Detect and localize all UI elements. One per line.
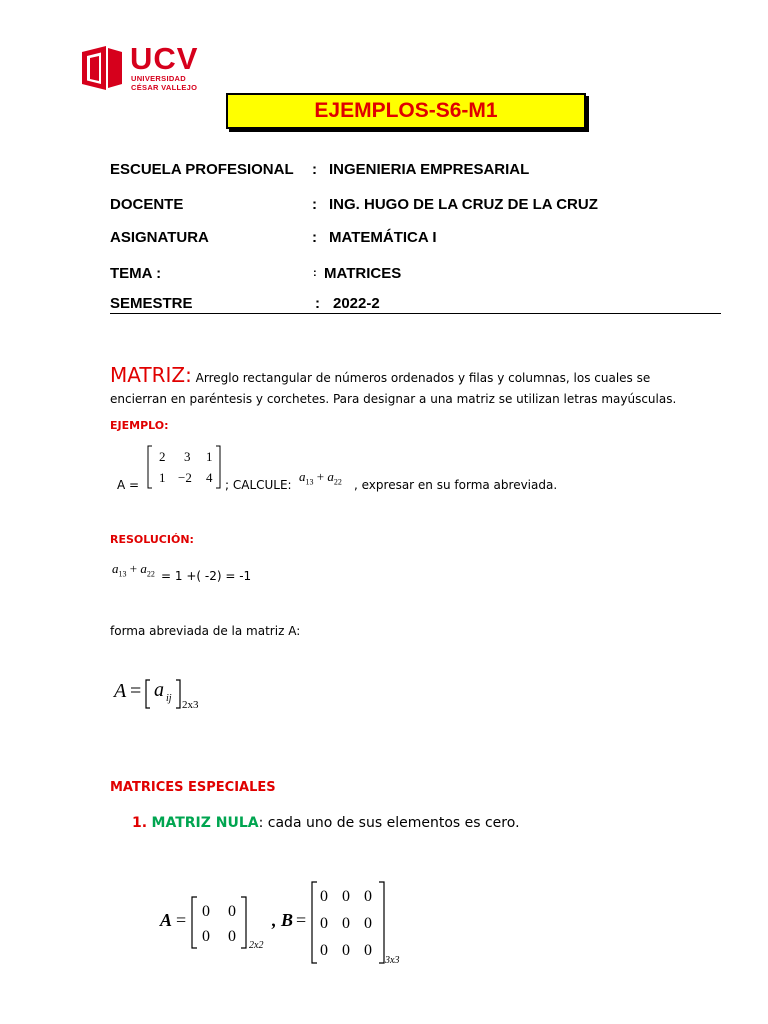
header-divider [110,313,721,314]
title-box [226,93,586,129]
item-name: MATRIZ NULA [151,815,259,831]
matrix-cell: 0 [342,915,350,932]
definition-line-2: encierran en paréntesis y corchetes. Para designar a una matriz se utilizan letras mayúsculas. [110,392,677,406]
resolution-result: = 1 +( -2) = -1 [161,569,252,583]
info-label-docente: DOCENTE [110,196,184,213]
formula-dim: 2x3 [182,699,199,711]
formula-sub: ij [166,693,172,704]
formula-eq: = [130,680,142,702]
special-item-1 [132,815,520,831]
special-heading: MATRICES ESPECIALES [110,780,276,795]
info-label-semestre: SEMESTRE [110,295,193,312]
expr-sub-22: 22 [146,569,155,579]
matrix-cell: 1 [206,449,213,464]
ucv-emblem-icon [80,44,124,92]
matrix-cell: 0 [228,928,236,945]
expr-a22: a [140,561,147,576]
formula-lhs: A [114,680,127,702]
matrix-cell: 0 [320,888,328,905]
null-matrix-b-letter: B [281,910,294,930]
info-colon-semestre: : [315,295,320,312]
formula-brackets [144,678,184,712]
info-value-tema: MATRICES [324,265,402,282]
expr-sub-13: 13 [305,477,314,487]
matrix-cell: 0 [364,915,372,932]
definition-paragraph [110,363,670,388]
ucv-logo [80,41,199,96]
resolution-expression [112,561,155,579]
info-value-escuela: INGENIERIA EMPRESARIAL [329,161,530,178]
null-matrix-a-name: A [160,910,173,930]
matrix-cell: 0 [342,888,350,905]
abbrev-label: forma abreviada de la matriz A: [110,624,301,638]
matrix-cell: 0 [320,915,328,932]
info-label-escuela: ESCUELA PROFESIONAL [110,161,294,178]
null-matrix-b-dim: 3x3 [385,955,400,966]
expr-a13: a [112,561,119,576]
logo-line-1: UNIVERSIDAD [131,74,186,83]
example-matrix [146,444,222,490]
resolution-heading: RESOLUCIÓN: [110,533,194,546]
example-a-label: A = [117,478,140,492]
matrix-cell: 0 [202,903,210,920]
expr-plus: + [316,469,325,484]
example-heading: EJEMPLO: [110,419,169,432]
info-colon-docente: : [312,196,317,213]
matrix-cell: 0 [364,888,372,905]
matrix-cell: 2 [159,449,166,464]
logo-line-2: CÉSAR VALLEJO [131,83,198,92]
example-calc-text: ; CALCULE: [225,478,292,492]
null-matrix-b [310,880,386,966]
matrix-cell: −2 [178,470,192,485]
null-matrix-b-eq: = [296,910,307,930]
null-matrix-a-dim: 2x2 [249,940,264,951]
info-colon-asignatura: : [312,229,317,246]
item-number: 1. [132,815,148,831]
matrix-cell: 3 [184,449,191,464]
null-matrix-a-eq: = [176,910,187,930]
matrix-cell: 0 [320,942,328,959]
expr-plus: + [129,561,138,576]
expr-sub-13: 13 [118,569,127,579]
formula-elem: a [154,679,164,701]
info-value-docente: ING. HUGO DE LA CRUZ DE LA CRUZ [329,196,598,213]
info-label-asignatura: ASIGNATURA [110,229,209,246]
expr-a13: a [299,469,306,484]
definition-line-1: Arreglo rectangular de números ordenados y filas y columnas, los cuales se [195,371,651,385]
matrix-cell: 0 [342,942,350,959]
null-matrix-b-name: , B [272,910,294,930]
info-value-semestre: 2022-2 [333,295,380,312]
item-desc: : cada uno de sus elementos es cero. [258,815,520,831]
expr-sub-22: 22 [333,477,342,487]
info-value-asignatura: MATEMÁTICA I [329,229,437,246]
matrix-cell: 1 [159,470,166,485]
page-title: EJEMPLOS-S6-M1 [314,99,498,122]
null-matrix-a [190,895,248,951]
matrix-cell: 0 [228,903,236,920]
expr-a22: a [327,469,334,484]
example-tail-text: , expresar en su forma abreviada. [354,478,558,492]
matrix-cell: 0 [202,928,210,945]
matrix-cell: 0 [364,942,372,959]
definition-term: MATRIZ: [110,363,192,387]
matrix-cell: 4 [206,470,213,485]
logo-wordmark: UCV [130,41,199,76]
info-label-tema: TEMA : [110,265,162,282]
info-colon-escuela: : [312,161,317,178]
info-colon-tema: : [313,267,317,279]
example-expression [299,469,342,487]
